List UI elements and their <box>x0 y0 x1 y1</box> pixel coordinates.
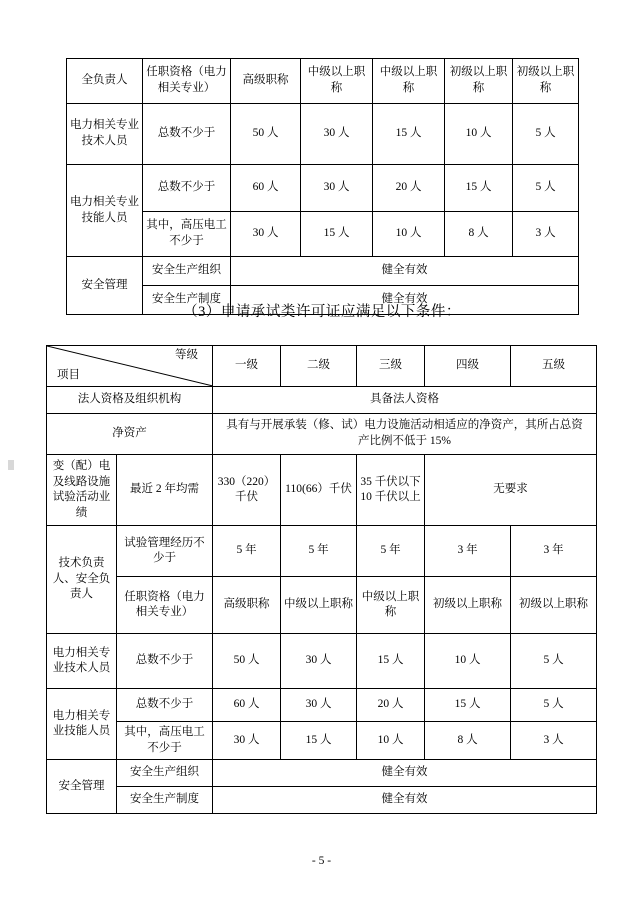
table-cell: 8 人 <box>445 212 513 257</box>
row-label: 电力相关专业技术人员 <box>47 634 117 689</box>
row-label: 变（配）电及线路设施试验活动业绩 <box>47 455 117 526</box>
table-cell: 60 人 <box>213 689 281 722</box>
table-cell: 30 人 <box>231 212 301 257</box>
column-header: 三级 <box>357 346 425 387</box>
table-row <box>47 760 597 787</box>
table-cell: 总数不少于 <box>143 165 231 212</box>
table-cell: 高级职称 <box>213 577 281 634</box>
table-cell: 中级以上职称 <box>301 59 373 104</box>
table-row <box>47 414 597 455</box>
table-cell: 具备法人资格 <box>213 387 597 414</box>
table-cell: 30 人 <box>281 634 357 689</box>
page-number: - 5 - <box>311 855 332 867</box>
margin-mark <box>8 460 14 470</box>
table-cell: 5 年 <box>213 526 281 577</box>
table-cell: 20 人 <box>357 689 425 722</box>
table-corner-header <box>47 346 213 387</box>
table-cell: 30 人 <box>213 722 281 760</box>
table-cell: 10 人 <box>425 634 511 689</box>
table-cell: 具有与开展承装（修、试）电力设施活动相适应的净资产，其所占总资产比例不低于 15% <box>213 414 597 455</box>
table-row <box>67 212 579 257</box>
row-sublabel: 总数不少于 <box>117 634 213 689</box>
row-sublabel: 任职资格（电力相关专业） <box>117 577 213 634</box>
row-label: 法人资格及组织机构 <box>47 387 213 414</box>
table-row <box>47 577 597 634</box>
table-cell: 5 人 <box>513 165 579 212</box>
row-label: 安全管理 <box>47 760 117 814</box>
table-cell: 30 人 <box>301 165 373 212</box>
table-cell: 10 人 <box>445 104 513 165</box>
table-cell: 电力相关专业技术人员 <box>67 104 143 165</box>
row-sublabel: 安全生产制度 <box>117 787 213 814</box>
table-cell: 330（220）千伏 <box>213 455 281 526</box>
table-row <box>47 455 597 526</box>
table-header-row <box>47 346 597 387</box>
table-cell: 3 年 <box>511 526 597 577</box>
column-header: 四级 <box>425 346 511 387</box>
table-cell: 安全生产组织 <box>143 257 231 286</box>
table-row <box>47 689 597 722</box>
table-cell: 10 人 <box>357 722 425 760</box>
row-sublabel: 试验管理经历不少于 <box>117 526 213 577</box>
table-cell: 初级以上职称 <box>425 577 511 634</box>
table-cell: 安全生产制度 <box>143 286 231 315</box>
table-cell: 健全有效 <box>213 787 597 814</box>
table-cell: 30 人 <box>281 689 357 722</box>
table-cell: 5 人 <box>513 104 579 165</box>
table-cell: 15 人 <box>373 104 445 165</box>
table-cell: 5 年 <box>357 526 425 577</box>
table-cell: 15 人 <box>445 165 513 212</box>
table-cell: 全负责人 <box>67 59 143 104</box>
table-cell: 总数不少于 <box>143 104 231 165</box>
table-cell: 60 人 <box>231 165 301 212</box>
row-sublabel: 最近 2 年均需 <box>117 455 213 526</box>
table-cell: 安全管理 <box>67 257 143 315</box>
corner-item-label: 项目 <box>57 369 80 382</box>
table-cell: 8 人 <box>425 722 511 760</box>
table-cell: 无要求 <box>425 455 597 526</box>
table-cell: 30 人 <box>301 104 373 165</box>
table-cell: 中级以上职称 <box>357 577 425 634</box>
table-cell: 5 人 <box>511 689 597 722</box>
table-cell: 110(66）千伏 <box>281 455 357 526</box>
table-cell: 高级职称 <box>231 59 301 104</box>
table-cell: 5 年 <box>281 526 357 577</box>
requirements-table-bottom <box>46 345 597 814</box>
table-row <box>47 787 597 814</box>
table-cell: 35 千伏以下 10 千伏以上 <box>357 455 425 526</box>
table-cell: 15 人 <box>281 722 357 760</box>
table-cell: 健全有效 <box>231 286 579 315</box>
requirements-table-top <box>66 58 579 315</box>
table-row <box>67 59 579 104</box>
table-cell: 健全有效 <box>213 760 597 787</box>
table-row <box>47 526 597 577</box>
table-cell: 3 人 <box>511 722 597 760</box>
row-sublabel: 总数不少于 <box>117 689 213 722</box>
table-row <box>67 165 579 212</box>
column-header: 二级 <box>281 346 357 387</box>
row-label: 电力相关专业技能人员 <box>47 689 117 760</box>
table-cell: 初级以上职称 <box>513 59 579 104</box>
table-cell: 10 人 <box>373 212 445 257</box>
table-cell: 中级以上职称 <box>281 577 357 634</box>
table-cell: 50 人 <box>231 104 301 165</box>
table-cell: 20 人 <box>373 165 445 212</box>
table-cell: 中级以上职称 <box>373 59 445 104</box>
table-cell: 电力相关专业技能人员 <box>67 165 143 257</box>
table-cell: 15 人 <box>301 212 373 257</box>
table-row <box>47 722 597 760</box>
table-cell: 15 人 <box>425 689 511 722</box>
table-row <box>67 104 579 165</box>
table-cell: 3 人 <box>513 212 579 257</box>
column-header: 一级 <box>213 346 281 387</box>
table-row <box>67 257 579 286</box>
table-cell: 初级以上职称 <box>511 577 597 634</box>
table-cell: 15 人 <box>357 634 425 689</box>
table-cell: 3 年 <box>425 526 511 577</box>
corner-level-label: 等级 <box>175 349 198 361</box>
row-sublabel: 其中，高压电工不少于 <box>117 722 213 760</box>
table-row <box>47 387 597 414</box>
section-heading: （3）申请承试类许可证应满足以下条件： <box>183 304 461 320</box>
table-cell: 50 人 <box>213 634 281 689</box>
column-header: 五级 <box>511 346 597 387</box>
table-row <box>47 634 597 689</box>
row-label: 技术负责人、安全负责人 <box>47 526 117 634</box>
row-label: 净资产 <box>47 414 213 455</box>
table-cell: 任职资格（电力相关专业） <box>143 59 231 104</box>
table-cell: 初级以上职称 <box>445 59 513 104</box>
row-sublabel: 安全生产组织 <box>117 760 213 787</box>
table-cell: 其中，高压电工不少于 <box>143 212 231 257</box>
table-cell: 健全有效 <box>231 257 579 286</box>
table-cell: 5 人 <box>511 634 597 689</box>
